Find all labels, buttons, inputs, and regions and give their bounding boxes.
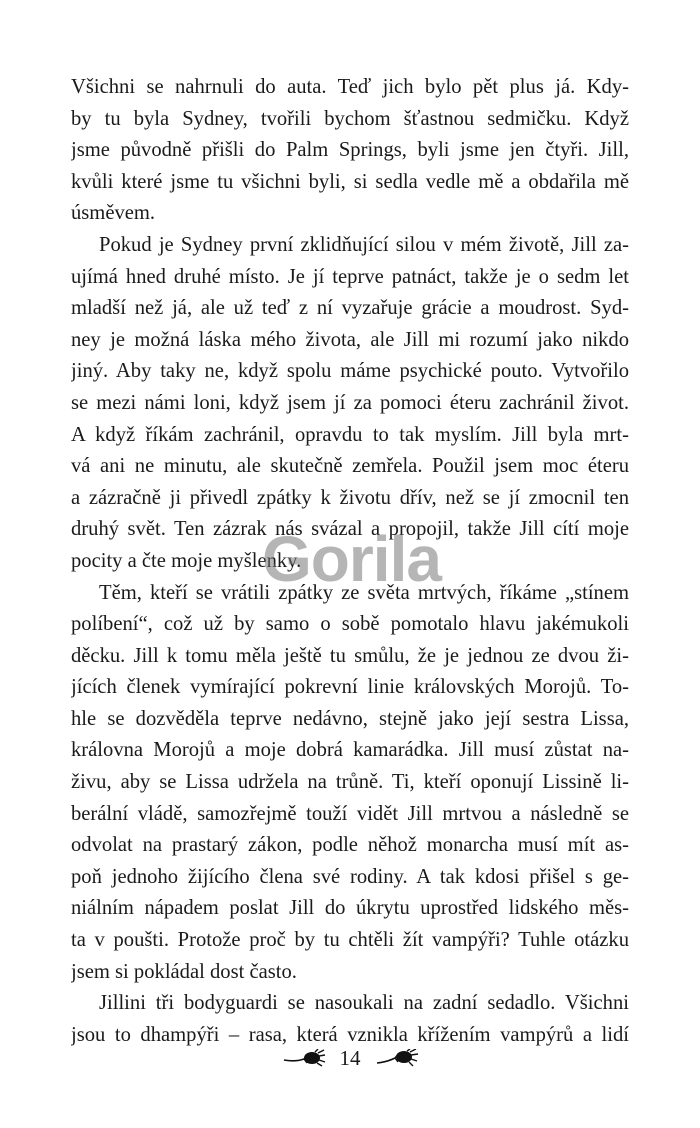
text-line-26: poň jednoho žijícího člena své rodiny. A tak kdosi přišel s ge- bbox=[71, 865, 629, 888]
text-line-14: a zázračně ji přivedl zpátky k životu dřív, než se jí zmocnil ten bbox=[71, 486, 629, 509]
text-line-29: jsem si pokládal dost často. bbox=[71, 960, 297, 983]
text-line-12: A když říkám zachránil, opravdu to tak myslím. Jill byla mrt- bbox=[71, 423, 629, 446]
text-line-23: živu, aby se Lissa udržela na trůně. Ti, kteří oponují Lissině li- bbox=[71, 771, 629, 794]
page-body bbox=[71, 72, 629, 1051]
text-line-10: jiný. Aby taky ne, když spolu máme psychické pouto. Vytvořilo bbox=[71, 360, 629, 383]
text-line-25: odvolat na prastarý zákon, podle něhož monarcha musí mít as- bbox=[71, 834, 629, 857]
gorila-watermark: Gorila bbox=[262, 523, 441, 595]
text-line-1: Všichni se nahrnuli do auta. Teď jich bylo pět plus já. Kdy- bbox=[71, 76, 629, 98]
text-line-8: mladší než já, ale už teď z ní vyzařuje grácie a moudrost. Syd- bbox=[71, 297, 629, 320]
text-line-20: jících členek vymírající pokrevní linie královských Morojů. To- bbox=[71, 676, 629, 699]
text-line-7: ujímá hned druhé místo. Je jí teprve patnáct, takže je o sedm let bbox=[71, 265, 629, 288]
page-footer bbox=[0, 1046, 700, 1070]
text-line-31: jsou to dhampýři – rasa, která vznikla křížením vampýrů a lidí bbox=[71, 1023, 629, 1046]
text-line-30: Jillini tři bodyguardi se nasoukali na zadní sedadlo. Všichni bbox=[99, 992, 629, 1015]
text-line-27: niálním nápadem poslat Jill do úkrytu uprostřed lidského měs- bbox=[71, 897, 629, 920]
text-line-19: děcku. Jill k tomu měla ještě tu smůlu, že je jednou ze dvou ži- bbox=[71, 644, 629, 667]
text-line-21: hle se dozvěděla teprve nedávno, stejně jako její sestra Lissa, bbox=[71, 707, 629, 730]
thistle-ornament-left-icon bbox=[282, 1049, 326, 1067]
text-line-17: Těm, kteří se vrátili zpátky ze světa mrtvých, říkáme „stínem bbox=[99, 581, 629, 604]
text-line-2: by tu byla Sydney, tvořili bychom šťastnou sedmičku. Když bbox=[71, 107, 629, 130]
text-line-9: ney je možná láska mého života, ale Jill mi rozumí jako nikdo bbox=[71, 328, 629, 351]
text-line-3: jsme původně přišli do Palm Springs, byli jsme jen čtyři. Jill, bbox=[71, 139, 629, 162]
page-number: 14 bbox=[339, 1046, 361, 1070]
text-line-4: kvůli které jsme tu všichni byli, si sedla vedle mě a obdařila mě bbox=[71, 170, 629, 193]
text-line-13: vá ani ne minutu, ale skutečně zemřela. Použil jsem moc éteru bbox=[71, 455, 629, 478]
text-line-18: políbení“, což už by samo o sobě pomotalo hlavu jakémukoli bbox=[71, 613, 629, 636]
text-line-15: druhý svět. Ten zázrak nás svázal a propojil, takže Jill cítí moje bbox=[71, 518, 629, 541]
text-line-28: ta v poušti. Protože proč by tu chtěli žít vampýři? Tuhle otázku bbox=[71, 929, 629, 952]
text-line-22: královna Morojů a moje dobrá kamarádka. Jill musí zůstat na- bbox=[71, 739, 629, 762]
thistle-ornament-right-icon bbox=[375, 1049, 419, 1067]
text-line-24: berální vládě, samozřejmě touží vidět Jill mrtvou a následně se bbox=[71, 802, 629, 825]
text-line-16: pocity a čte moje myšlenky. bbox=[71, 549, 302, 572]
text-line-5: úsměvem. bbox=[71, 202, 156, 225]
text-line-6: Pokud je Sydney první zklidňující silou v mém životě, Jill za- bbox=[99, 233, 629, 256]
text-line-11: se mezi námi loni, když jsem jí za pomoci éteru zachránil život. bbox=[71, 391, 629, 414]
